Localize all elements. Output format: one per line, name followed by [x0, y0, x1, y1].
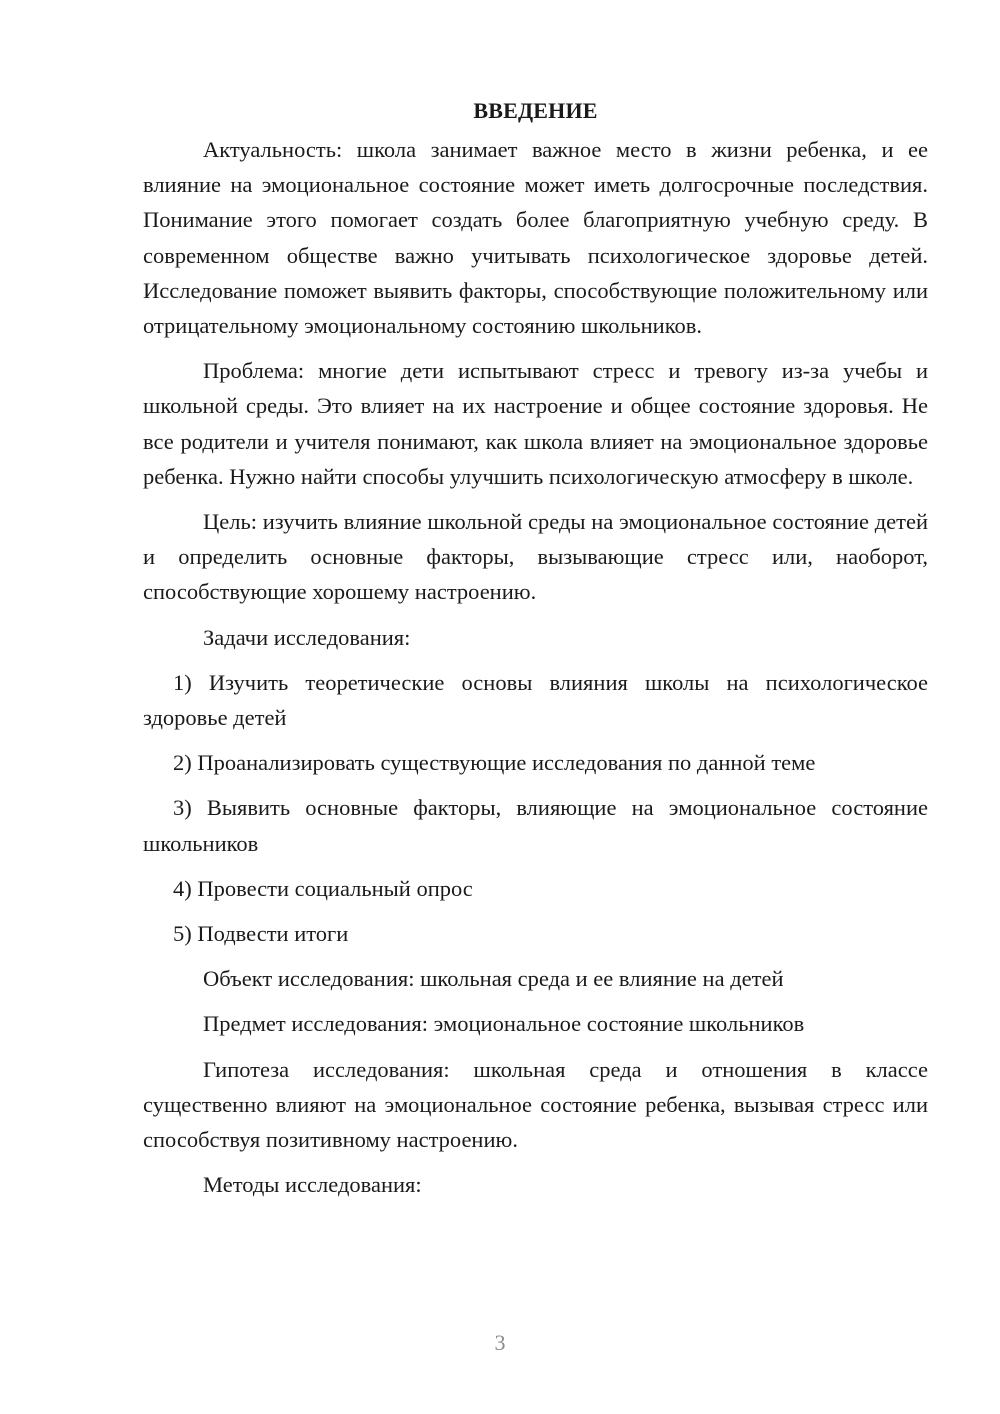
task-item-1: 1) Изучить теоретические основы влияния школы на психологическое здоровье детей	[143, 669, 928, 731]
page-title: ВВЕДЕНИЕ	[473, 98, 598, 123]
paragraph-problem: Проблема: многие дети испытывают стресс и тревогу из-за учебы и школьной среды. Это влияет на их настроение и общее состояние здоровья. Не все родители и учителя понимают, как школа влияет на эмоциональное здоровье ребенка. Нужно найти способы улучшить психологическую атмосферу в школе.	[143, 358, 928, 489]
task-item-5: 5) Подвести итоги	[173, 921, 349, 947]
page-number: 3	[494, 1330, 506, 1355]
tasks-heading: Задачи исследования:	[203, 624, 411, 650]
paragraph-goal: Цель: изучить влияние школьной среды на эмоциональное состояние детей и определить основные факторы, вызывающие стресс или, наоборот, способствующие хорошему настроению.	[143, 509, 928, 605]
task-item-4: 4) Провести социальный опрос	[173, 875, 473, 901]
paragraph-subject: Предмет исследования: эмоциональное состояние школьников	[203, 1011, 805, 1037]
task-item-3: 3) Выявить основные факторы, влияющие на эмоциональное состояние школьников	[143, 795, 928, 856]
methods-heading: Методы исследования:	[203, 1172, 422, 1198]
paragraph-relevance: Актуальность: школа занимает важное место в жизни ребенка, и ее влияние на эмоциональное состояние может иметь долгосрочные последствия. Понимание этого помогает создать более благоприятную учебную среду. В современном обществе важно учитывать психологическое здоровье детей. Исследование поможет выявить факторы, способствующие положительному или отрицательному эмоциональному состоянию школьников.	[143, 137, 928, 339]
paragraph-hypothesis: Гипотеза исследования: школьная среда и отношения в классе существенно влияют на эмоциональное состояние ребенка, вызывая стресс или способствуя позитивному настроению.	[143, 1056, 928, 1153]
paragraph-object: Объект исследования: школьная среда и ее влияние на детей	[203, 966, 784, 992]
task-item-2: 2) Проанализировать существующие исследования по данной теме	[173, 750, 816, 776]
page-content	[143, 94, 928, 1212]
